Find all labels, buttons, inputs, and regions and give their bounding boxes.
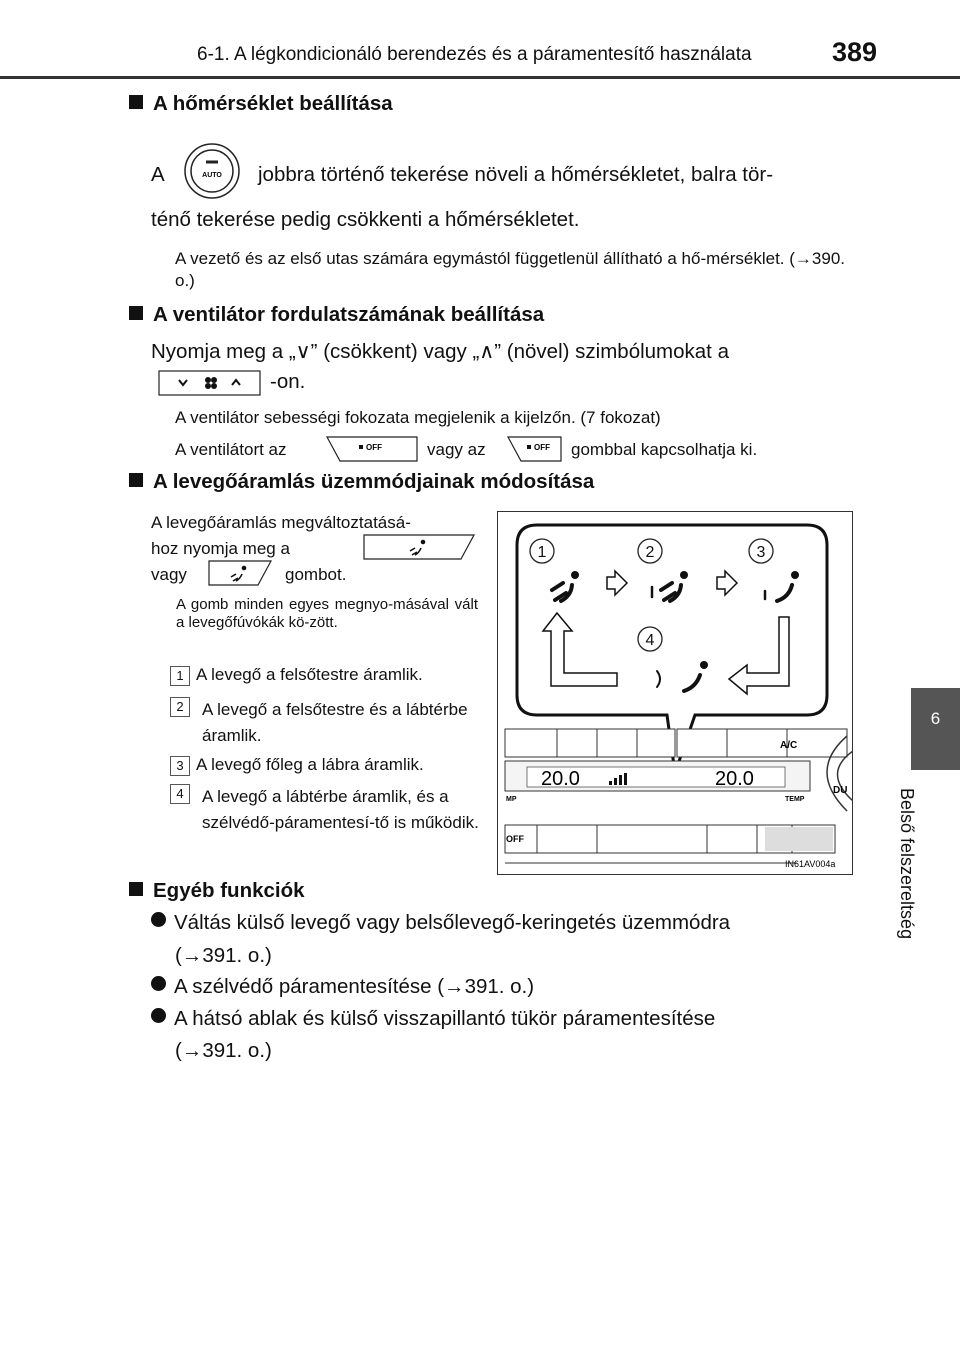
airflow-mode-button-icon xyxy=(363,534,475,560)
chapter-label-box xyxy=(896,788,926,988)
square-bullet-icon xyxy=(129,882,143,896)
temp-note: A vezető és az első utas számára egymástól függetlenül állítható a hő-mérséklet. (→390. o.) xyxy=(175,249,845,290)
round-bullet-icon xyxy=(151,912,166,927)
other-bullet-3: A hátsó ablak és külső visszapillantó tükör páramentesítése xyxy=(151,1004,715,1034)
fan-note2-b: vagy az xyxy=(427,440,486,459)
air-note: A gomb minden egyes megnyo-másával vált a levegőfúvókák kö-zött. xyxy=(176,596,478,631)
du-label: DU xyxy=(833,785,848,796)
fan-note1: A ventilátor sebességi fokozata megjelenik a kijelzőn. (7 fokozat) xyxy=(175,408,661,427)
header-rule xyxy=(0,76,960,79)
off-button-icon xyxy=(326,436,418,462)
temp-line1-b: jobbra történő tekerése növeli a hőmérsékletet, balra tör- xyxy=(258,163,774,186)
heading-airflow: A levegőáramlás üzemmódjainak módosítása xyxy=(129,470,594,494)
airflow-mode-button-icon-2 xyxy=(208,560,272,586)
fan-note2-c: gombbal kapcsolhatja ki. xyxy=(571,440,758,459)
svg-text:OFF: OFF xyxy=(366,443,382,452)
chapter-tab: 6 xyxy=(911,688,960,770)
off-button-icon-2 xyxy=(507,436,562,462)
other-bullet-1-line2: (→391. o.) xyxy=(175,944,272,967)
display-temp-right: 20.0 xyxy=(715,768,754,790)
air-item-2: 2 A levegő a felsőtestre és a lábtérbe áramlik. xyxy=(170,697,480,749)
fan-note2-a: A ventilátort az xyxy=(175,440,287,459)
figure-label-4: 4 xyxy=(645,632,655,649)
figure-label-3: 3 xyxy=(756,544,766,561)
air-item-4: 4 A levegő a lábtérbe áramlik, és a szélvédő-páramentesí-tő is működik. xyxy=(170,784,480,836)
round-bullet-icon xyxy=(151,976,166,991)
airflow-figure xyxy=(497,511,853,875)
temp-line2: ténő tekerése pedig csökkenti a hőmérsékletet. xyxy=(151,208,580,231)
heading-other: Egyéb funkciók xyxy=(129,879,305,903)
auto-label: AUTO xyxy=(202,172,222,179)
display-temp-left: 20.0 xyxy=(541,768,580,790)
other-bullet-1: Váltás külső levegő vagy belsőlevegő-keringetés üzemmódra xyxy=(151,908,730,938)
other-bullet-3-line2: (→391. o.) xyxy=(175,1039,272,1062)
heading-temperature: A hőmérséklet beállítása xyxy=(129,92,393,116)
air-text2: hoz nyomja meg a xyxy=(151,539,290,558)
square-bullet-icon xyxy=(129,95,143,109)
square-bullet-icon xyxy=(129,306,143,320)
header-title: 6-1. A légkondicionáló berendezés és a páramentesítő használata xyxy=(197,44,752,65)
round-bullet-icon xyxy=(151,1008,166,1023)
svg-text:OFF: OFF xyxy=(534,443,550,452)
heading-fan: A ventilátor fordulatszámának beállítása xyxy=(129,303,544,327)
air-item-1: 1 A levegő a felsőtestre áramlik. xyxy=(170,664,480,686)
fan-line1: Nyomja meg a „∨” (csökkent) vagy „∧” (növel) szimbólumokat a xyxy=(151,340,729,363)
fan-line2-suffix: -on. xyxy=(270,370,306,393)
air-text3-b: gombot. xyxy=(285,565,347,584)
figure-label-1: 1 xyxy=(537,544,547,561)
temp-label-right: TEMP xyxy=(785,796,805,803)
temp-line1-a: A xyxy=(151,163,165,186)
fan-speed-button-icon xyxy=(158,370,261,396)
other-bullet-2: A szélvédő páramentesítése (→391. o.) xyxy=(151,972,534,1002)
ac-label: A/C xyxy=(780,740,798,751)
air-item-3: 3 A levegő főleg a lábra áramlik. xyxy=(170,754,480,776)
air-text1: A levegőáramlás megváltoztatásá- xyxy=(151,513,411,532)
panel-off-label: OFF xyxy=(506,834,524,844)
page-number: 389 xyxy=(832,37,878,67)
auto-knob-icon xyxy=(183,142,241,200)
chapter-label: Belső felszereltség xyxy=(897,788,917,940)
air-text3-a: vagy xyxy=(151,565,187,584)
figure-label-2: 2 xyxy=(645,544,655,561)
figure-code: IN61AV004a xyxy=(785,859,836,869)
square-bullet-icon xyxy=(129,473,143,487)
temp-label-left: MP xyxy=(506,796,517,803)
